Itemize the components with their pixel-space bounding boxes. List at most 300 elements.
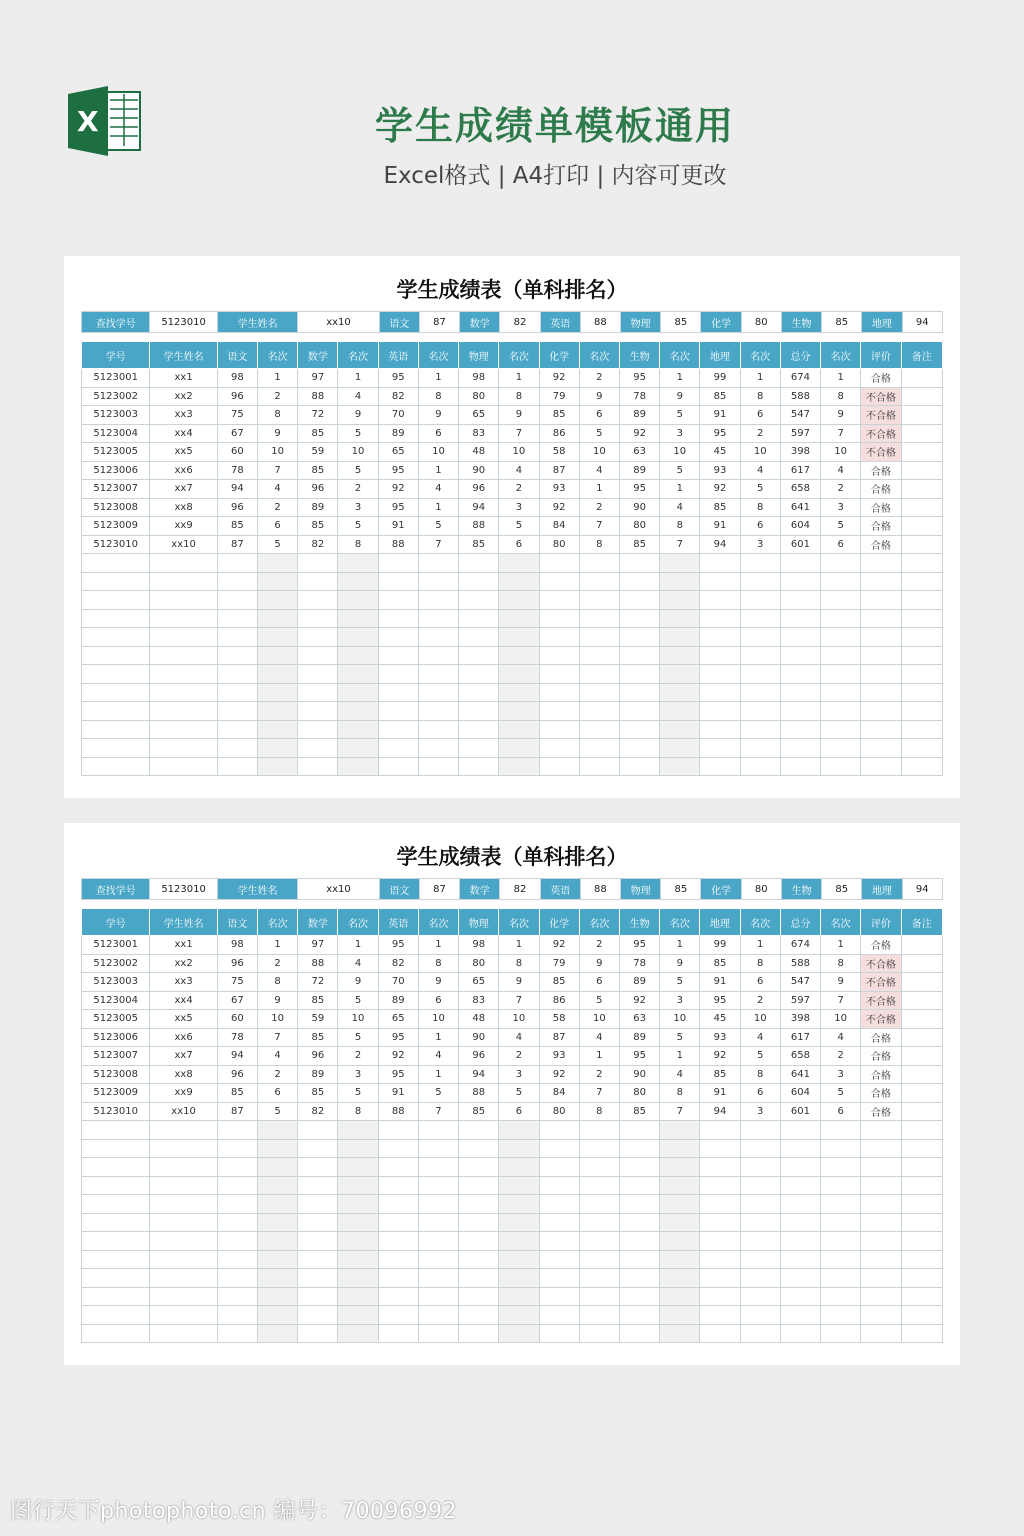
table-cell[interactable]: 89 (619, 1028, 659, 1047)
table-cell[interactable]: 96 (217, 498, 257, 517)
table-cell[interactable]: 9 (418, 406, 458, 425)
table-cell[interactable]: 5 (740, 480, 780, 499)
empty-cell[interactable] (861, 702, 901, 721)
empty-cell[interactable] (821, 646, 861, 665)
empty-cell[interactable] (861, 1158, 901, 1177)
empty-cell[interactable] (459, 609, 499, 628)
table-cell[interactable]: 10 (258, 443, 298, 462)
table-cell[interactable]: 65 (459, 406, 499, 425)
table-cell[interactable]: 10 (258, 1010, 298, 1029)
table-cell[interactable]: 92 (700, 480, 740, 499)
empty-cell[interactable] (861, 757, 901, 776)
search-value[interactable]: 87 (419, 312, 459, 333)
empty-cell[interactable] (780, 572, 820, 591)
table-cell[interactable]: 91 (700, 517, 740, 536)
empty-cell[interactable] (700, 591, 740, 610)
empty-cell[interactable] (298, 1195, 338, 1214)
empty-cell[interactable] (700, 1287, 740, 1306)
empty-cell[interactable] (82, 1232, 150, 1251)
table-cell[interactable]: 96 (217, 387, 257, 406)
empty-cell[interactable] (82, 739, 150, 758)
table-cell[interactable]: 70 (378, 973, 418, 992)
empty-cell[interactable] (499, 702, 539, 721)
empty-cell[interactable] (740, 1213, 780, 1232)
table-cell[interactable]: 82 (378, 954, 418, 973)
empty-cell[interactable] (619, 1250, 659, 1269)
empty-cell[interactable] (619, 572, 659, 591)
table-cell[interactable]: 合格 (861, 498, 901, 517)
empty-cell[interactable] (579, 720, 619, 739)
table-cell[interactable]: xx1 (150, 369, 217, 388)
empty-cell[interactable] (150, 628, 217, 647)
table-cell[interactable]: 5123008 (82, 498, 150, 517)
table-cell[interactable]: 5 (660, 461, 700, 480)
empty-cell[interactable] (539, 757, 579, 776)
table-cell[interactable]: 6 (499, 535, 539, 554)
empty-cell[interactable] (821, 554, 861, 573)
table-cell[interactable]: 5 (660, 406, 700, 425)
table-cell[interactable]: 45 (700, 1010, 740, 1029)
table-cell[interactable]: 9 (338, 406, 378, 425)
empty-cell[interactable] (660, 1269, 700, 1288)
empty-cell[interactable] (82, 683, 150, 702)
table-cell[interactable]: 91 (700, 1084, 740, 1103)
empty-cell[interactable] (901, 1195, 943, 1214)
empty-cell[interactable] (780, 739, 820, 758)
table-cell[interactable]: 5123002 (82, 387, 150, 406)
empty-cell[interactable] (82, 646, 150, 665)
empty-cell[interactable] (821, 720, 861, 739)
empty-cell[interactable] (740, 554, 780, 573)
empty-cell[interactable] (378, 1158, 418, 1177)
empty-cell[interactable] (82, 720, 150, 739)
table-cell[interactable]: 58 (539, 1010, 579, 1029)
table-cell[interactable]: 10 (338, 443, 378, 462)
table-cell[interactable]: 92 (619, 991, 659, 1010)
table-cell[interactable]: 94 (700, 535, 740, 554)
table-cell[interactable]: 96 (217, 954, 257, 973)
table-cell[interactable]: 4 (740, 461, 780, 480)
empty-cell[interactable] (150, 1250, 217, 1269)
table-cell[interactable]: 1 (418, 936, 458, 955)
table-cell[interactable]: 8 (258, 406, 298, 425)
table-cell[interactable]: 8 (740, 498, 780, 517)
empty-cell[interactable] (660, 1139, 700, 1158)
empty-cell[interactable] (217, 1287, 257, 1306)
empty-cell[interactable] (499, 1306, 539, 1325)
table-cell[interactable]: 92 (700, 1047, 740, 1066)
empty-cell[interactable] (619, 1306, 659, 1325)
empty-cell[interactable] (298, 665, 338, 684)
empty-cell[interactable] (901, 628, 943, 647)
empty-cell[interactable] (740, 1121, 780, 1140)
table-cell[interactable]: 6 (740, 973, 780, 992)
empty-cell[interactable] (821, 609, 861, 628)
empty-cell[interactable] (459, 739, 499, 758)
table-cell[interactable]: 95 (378, 369, 418, 388)
empty-cell[interactable] (499, 1158, 539, 1177)
table-cell[interactable]: 1 (660, 1047, 700, 1066)
empty-cell[interactable] (740, 1250, 780, 1269)
empty-cell[interactable] (539, 1158, 579, 1177)
empty-cell[interactable] (338, 572, 378, 591)
empty-cell[interactable] (700, 628, 740, 647)
empty-cell[interactable] (901, 609, 943, 628)
table-cell[interactable]: 8 (499, 387, 539, 406)
empty-cell[interactable] (861, 1232, 901, 1251)
table-cell[interactable]: xx8 (150, 498, 217, 517)
empty-cell[interactable] (660, 591, 700, 610)
empty-cell[interactable] (150, 1306, 217, 1325)
table-cell[interactable]: xx10 (150, 1102, 217, 1121)
table-cell[interactable]: 6 (740, 406, 780, 425)
empty-cell[interactable] (459, 720, 499, 739)
table-cell[interactable]: 10 (579, 443, 619, 462)
table-cell[interactable]: 89 (619, 973, 659, 992)
table-cell[interactable]: 2 (740, 424, 780, 443)
empty-cell[interactable] (217, 628, 257, 647)
empty-cell[interactable] (539, 1287, 579, 1306)
table-cell[interactable]: 91 (378, 517, 418, 536)
empty-cell[interactable] (338, 1269, 378, 1288)
table-cell[interactable]: 65 (378, 1010, 418, 1029)
empty-cell[interactable] (740, 665, 780, 684)
table-cell[interactable]: 6 (499, 1102, 539, 1121)
table-cell[interactable]: 4 (418, 480, 458, 499)
empty-cell[interactable] (298, 1287, 338, 1306)
table-cell[interactable]: 94 (459, 1065, 499, 1084)
table-cell[interactable]: 63 (619, 443, 659, 462)
table-cell[interactable]: 9 (499, 406, 539, 425)
empty-cell[interactable] (619, 1195, 659, 1214)
table-cell[interactable]: 85 (298, 461, 338, 480)
table-cell[interactable]: 不合格 (861, 406, 901, 425)
empty-cell[interactable] (700, 1324, 740, 1343)
table-cell[interactable]: 72 (298, 973, 338, 992)
table-cell[interactable]: 8 (499, 954, 539, 973)
empty-cell[interactable] (217, 572, 257, 591)
empty-cell[interactable] (82, 1269, 150, 1288)
table-cell[interactable] (901, 954, 943, 973)
table-cell[interactable]: 合格 (861, 517, 901, 536)
table-cell[interactable] (901, 936, 943, 955)
search-value[interactable]: 82 (500, 312, 540, 333)
empty-cell[interactable] (258, 1269, 298, 1288)
empty-cell[interactable] (821, 702, 861, 721)
empty-cell[interactable] (82, 1158, 150, 1177)
empty-cell[interactable] (418, 757, 458, 776)
empty-cell[interactable] (499, 1232, 539, 1251)
empty-cell[interactable] (298, 1250, 338, 1269)
empty-cell[interactable] (378, 1232, 418, 1251)
empty-cell[interactable] (298, 609, 338, 628)
table-cell[interactable]: 5 (338, 424, 378, 443)
table-cell[interactable]: xx5 (150, 1010, 217, 1029)
table-cell[interactable]: 9 (579, 954, 619, 973)
empty-cell[interactable] (619, 1176, 659, 1195)
table-cell[interactable]: 94 (459, 498, 499, 517)
empty-cell[interactable] (660, 1158, 700, 1177)
empty-cell[interactable] (700, 609, 740, 628)
table-cell[interactable]: 2 (258, 387, 298, 406)
table-cell[interactable]: 80 (459, 954, 499, 973)
empty-cell[interactable] (821, 591, 861, 610)
table-cell[interactable]: 95 (378, 936, 418, 955)
empty-cell[interactable] (861, 683, 901, 702)
table-cell[interactable]: 5 (338, 1028, 378, 1047)
empty-cell[interactable] (82, 1176, 150, 1195)
table-cell[interactable]: 8 (579, 1102, 619, 1121)
empty-cell[interactable] (821, 1158, 861, 1177)
search-value[interactable]: 85 (822, 312, 862, 333)
table-cell[interactable]: 78 (619, 387, 659, 406)
empty-cell[interactable] (418, 1269, 458, 1288)
empty-cell[interactable] (780, 683, 820, 702)
table-cell[interactable]: 10 (418, 443, 458, 462)
empty-cell[interactable] (780, 757, 820, 776)
empty-cell[interactable] (150, 591, 217, 610)
table-cell[interactable]: 4 (740, 1028, 780, 1047)
empty-cell[interactable] (418, 739, 458, 758)
empty-cell[interactable] (780, 1121, 820, 1140)
table-cell[interactable]: xx2 (150, 387, 217, 406)
table-cell[interactable]: 641 (780, 1065, 820, 1084)
table-cell[interactable]: 合格 (861, 480, 901, 499)
table-cell[interactable]: 97 (298, 936, 338, 955)
table-cell[interactable]: 合格 (861, 1084, 901, 1103)
empty-cell[interactable] (338, 554, 378, 573)
table-cell[interactable]: 3 (740, 535, 780, 554)
table-cell[interactable]: 88 (378, 1102, 418, 1121)
table-cell[interactable]: 9 (579, 387, 619, 406)
search-value[interactable]: 85 (822, 879, 862, 900)
table-cell[interactable]: 5 (660, 973, 700, 992)
table-cell[interactable]: xx7 (150, 1047, 217, 1066)
table-cell[interactable]: 1 (338, 936, 378, 955)
empty-cell[interactable] (459, 1269, 499, 1288)
empty-cell[interactable] (82, 1287, 150, 1306)
table-cell[interactable]: 95 (619, 1047, 659, 1066)
table-cell[interactable]: 5123005 (82, 1010, 150, 1029)
table-cell[interactable]: 80 (619, 517, 659, 536)
table-cell[interactable]: 1 (418, 1065, 458, 1084)
table-cell[interactable]: 547 (780, 973, 820, 992)
empty-cell[interactable] (82, 757, 150, 776)
table-cell[interactable]: 45 (700, 443, 740, 462)
table-cell[interactable]: 2 (579, 498, 619, 517)
table-cell[interactable] (901, 517, 943, 536)
table-cell[interactable]: 8 (660, 517, 700, 536)
table-cell[interactable]: 99 (700, 369, 740, 388)
empty-cell[interactable] (740, 1139, 780, 1158)
table-cell[interactable]: 4 (338, 954, 378, 973)
empty-cell[interactable] (499, 665, 539, 684)
table-cell[interactable]: 67 (217, 424, 257, 443)
table-cell[interactable]: 5123001 (82, 936, 150, 955)
table-cell[interactable]: 3 (499, 1065, 539, 1084)
table-cell[interactable]: xx5 (150, 443, 217, 462)
empty-cell[interactable] (418, 1139, 458, 1158)
table-cell[interactable] (901, 369, 943, 388)
empty-cell[interactable] (217, 1139, 257, 1158)
empty-cell[interactable] (258, 720, 298, 739)
table-cell[interactable] (901, 387, 943, 406)
empty-cell[interactable] (499, 1213, 539, 1232)
table-cell[interactable]: 95 (700, 991, 740, 1010)
table-cell[interactable]: 不合格 (861, 991, 901, 1010)
table-cell[interactable]: 2 (258, 498, 298, 517)
table-cell[interactable]: 96 (298, 480, 338, 499)
table-cell[interactable]: 95 (700, 424, 740, 443)
table-cell[interactable]: 1 (418, 1028, 458, 1047)
table-cell[interactable]: 1 (338, 369, 378, 388)
empty-cell[interactable] (539, 646, 579, 665)
empty-cell[interactable] (338, 1306, 378, 1325)
table-cell[interactable]: 2 (258, 1065, 298, 1084)
table-cell[interactable]: 93 (539, 480, 579, 499)
table-cell[interactable]: 85 (700, 1065, 740, 1084)
empty-cell[interactable] (780, 591, 820, 610)
empty-cell[interactable] (150, 1195, 217, 1214)
empty-cell[interactable] (700, 683, 740, 702)
table-cell[interactable]: 65 (378, 443, 418, 462)
empty-cell[interactable] (740, 683, 780, 702)
empty-cell[interactable] (418, 702, 458, 721)
table-cell[interactable] (901, 480, 943, 499)
table-cell[interactable]: 78 (619, 954, 659, 973)
empty-cell[interactable] (780, 1195, 820, 1214)
search-value[interactable]: 94 (902, 312, 942, 333)
table-cell[interactable]: 8 (418, 387, 458, 406)
search-value[interactable]: 85 (661, 879, 701, 900)
table-cell[interactable]: 85 (700, 498, 740, 517)
empty-cell[interactable] (217, 1306, 257, 1325)
table-cell[interactable] (901, 498, 943, 517)
empty-cell[interactable] (499, 1121, 539, 1140)
table-cell[interactable]: 86 (539, 991, 579, 1010)
empty-cell[interactable] (660, 1232, 700, 1251)
empty-cell[interactable] (459, 628, 499, 647)
empty-cell[interactable] (579, 609, 619, 628)
table-cell[interactable]: 8 (740, 1065, 780, 1084)
table-cell[interactable] (901, 461, 943, 480)
table-cell[interactable]: 4 (821, 1028, 861, 1047)
empty-cell[interactable] (459, 1324, 499, 1343)
empty-cell[interactable] (378, 1287, 418, 1306)
table-cell[interactable]: 4 (660, 1065, 700, 1084)
table-cell[interactable]: 3 (660, 424, 700, 443)
table-cell[interactable]: 7 (579, 517, 619, 536)
empty-cell[interactable] (700, 1158, 740, 1177)
empty-cell[interactable] (821, 1121, 861, 1140)
empty-cell[interactable] (418, 646, 458, 665)
empty-cell[interactable] (459, 646, 499, 665)
empty-cell[interactable] (579, 665, 619, 684)
table-cell[interactable]: 5 (499, 1084, 539, 1103)
table-cell[interactable]: 不合格 (861, 443, 901, 462)
empty-cell[interactable] (579, 628, 619, 647)
table-cell[interactable]: 95 (619, 936, 659, 955)
empty-cell[interactable] (740, 1195, 780, 1214)
empty-cell[interactable] (258, 683, 298, 702)
table-cell[interactable]: 94 (700, 1102, 740, 1121)
empty-cell[interactable] (901, 572, 943, 591)
empty-cell[interactable] (217, 683, 257, 702)
empty-cell[interactable] (258, 1158, 298, 1177)
empty-cell[interactable] (378, 1176, 418, 1195)
empty-cell[interactable] (660, 1213, 700, 1232)
empty-cell[interactable] (901, 646, 943, 665)
table-cell[interactable]: 合格 (861, 1028, 901, 1047)
table-cell[interactable]: 98 (217, 369, 257, 388)
table-cell[interactable]: 85 (619, 1102, 659, 1121)
table-cell[interactable]: 7 (258, 461, 298, 480)
table-cell[interactable]: 6 (740, 1084, 780, 1103)
empty-cell[interactable] (821, 628, 861, 647)
table-cell[interactable]: 85 (539, 973, 579, 992)
table-cell[interactable]: 2 (579, 936, 619, 955)
empty-cell[interactable] (217, 591, 257, 610)
empty-cell[interactable] (660, 609, 700, 628)
table-cell[interactable]: 4 (258, 480, 298, 499)
empty-cell[interactable] (579, 1176, 619, 1195)
empty-cell[interactable] (861, 646, 901, 665)
table-cell[interactable]: 89 (378, 424, 418, 443)
table-cell[interactable]: 1 (660, 369, 700, 388)
empty-cell[interactable] (217, 1213, 257, 1232)
table-cell[interactable]: 93 (539, 1047, 579, 1066)
table-cell[interactable]: 1 (579, 480, 619, 499)
empty-cell[interactable] (539, 1324, 579, 1343)
empty-cell[interactable] (861, 1269, 901, 1288)
table-cell[interactable] (901, 991, 943, 1010)
empty-cell[interactable] (378, 1250, 418, 1269)
table-cell[interactable]: 5 (338, 517, 378, 536)
table-cell[interactable]: 5 (338, 991, 378, 1010)
table-cell[interactable]: 10 (418, 1010, 458, 1029)
empty-cell[interactable] (338, 1324, 378, 1343)
empty-cell[interactable] (539, 1139, 579, 1158)
table-cell[interactable]: 10 (660, 443, 700, 462)
table-cell[interactable]: 4 (338, 387, 378, 406)
empty-cell[interactable] (740, 739, 780, 758)
empty-cell[interactable] (700, 1139, 740, 1158)
empty-cell[interactable] (740, 1158, 780, 1177)
empty-cell[interactable] (378, 757, 418, 776)
empty-cell[interactable] (740, 720, 780, 739)
table-cell[interactable]: 5 (821, 517, 861, 536)
table-cell[interactable]: 5123003 (82, 973, 150, 992)
table-cell[interactable]: 82 (298, 535, 338, 554)
empty-cell[interactable] (619, 683, 659, 702)
table-cell[interactable]: 1 (579, 1047, 619, 1066)
table-cell[interactable]: xx8 (150, 1065, 217, 1084)
empty-cell[interactable] (660, 1195, 700, 1214)
table-cell[interactable]: 85 (459, 1102, 499, 1121)
empty-cell[interactable] (700, 572, 740, 591)
empty-cell[interactable] (821, 1306, 861, 1325)
table-cell[interactable]: 85 (700, 954, 740, 973)
empty-cell[interactable] (579, 572, 619, 591)
table-cell[interactable]: 1 (660, 936, 700, 955)
empty-cell[interactable] (418, 720, 458, 739)
empty-cell[interactable] (258, 739, 298, 758)
empty-cell[interactable] (861, 720, 901, 739)
search-value[interactable]: 5123010 (150, 312, 217, 333)
table-cell[interactable]: 5 (579, 991, 619, 1010)
empty-cell[interactable] (499, 1139, 539, 1158)
empty-cell[interactable] (217, 1158, 257, 1177)
